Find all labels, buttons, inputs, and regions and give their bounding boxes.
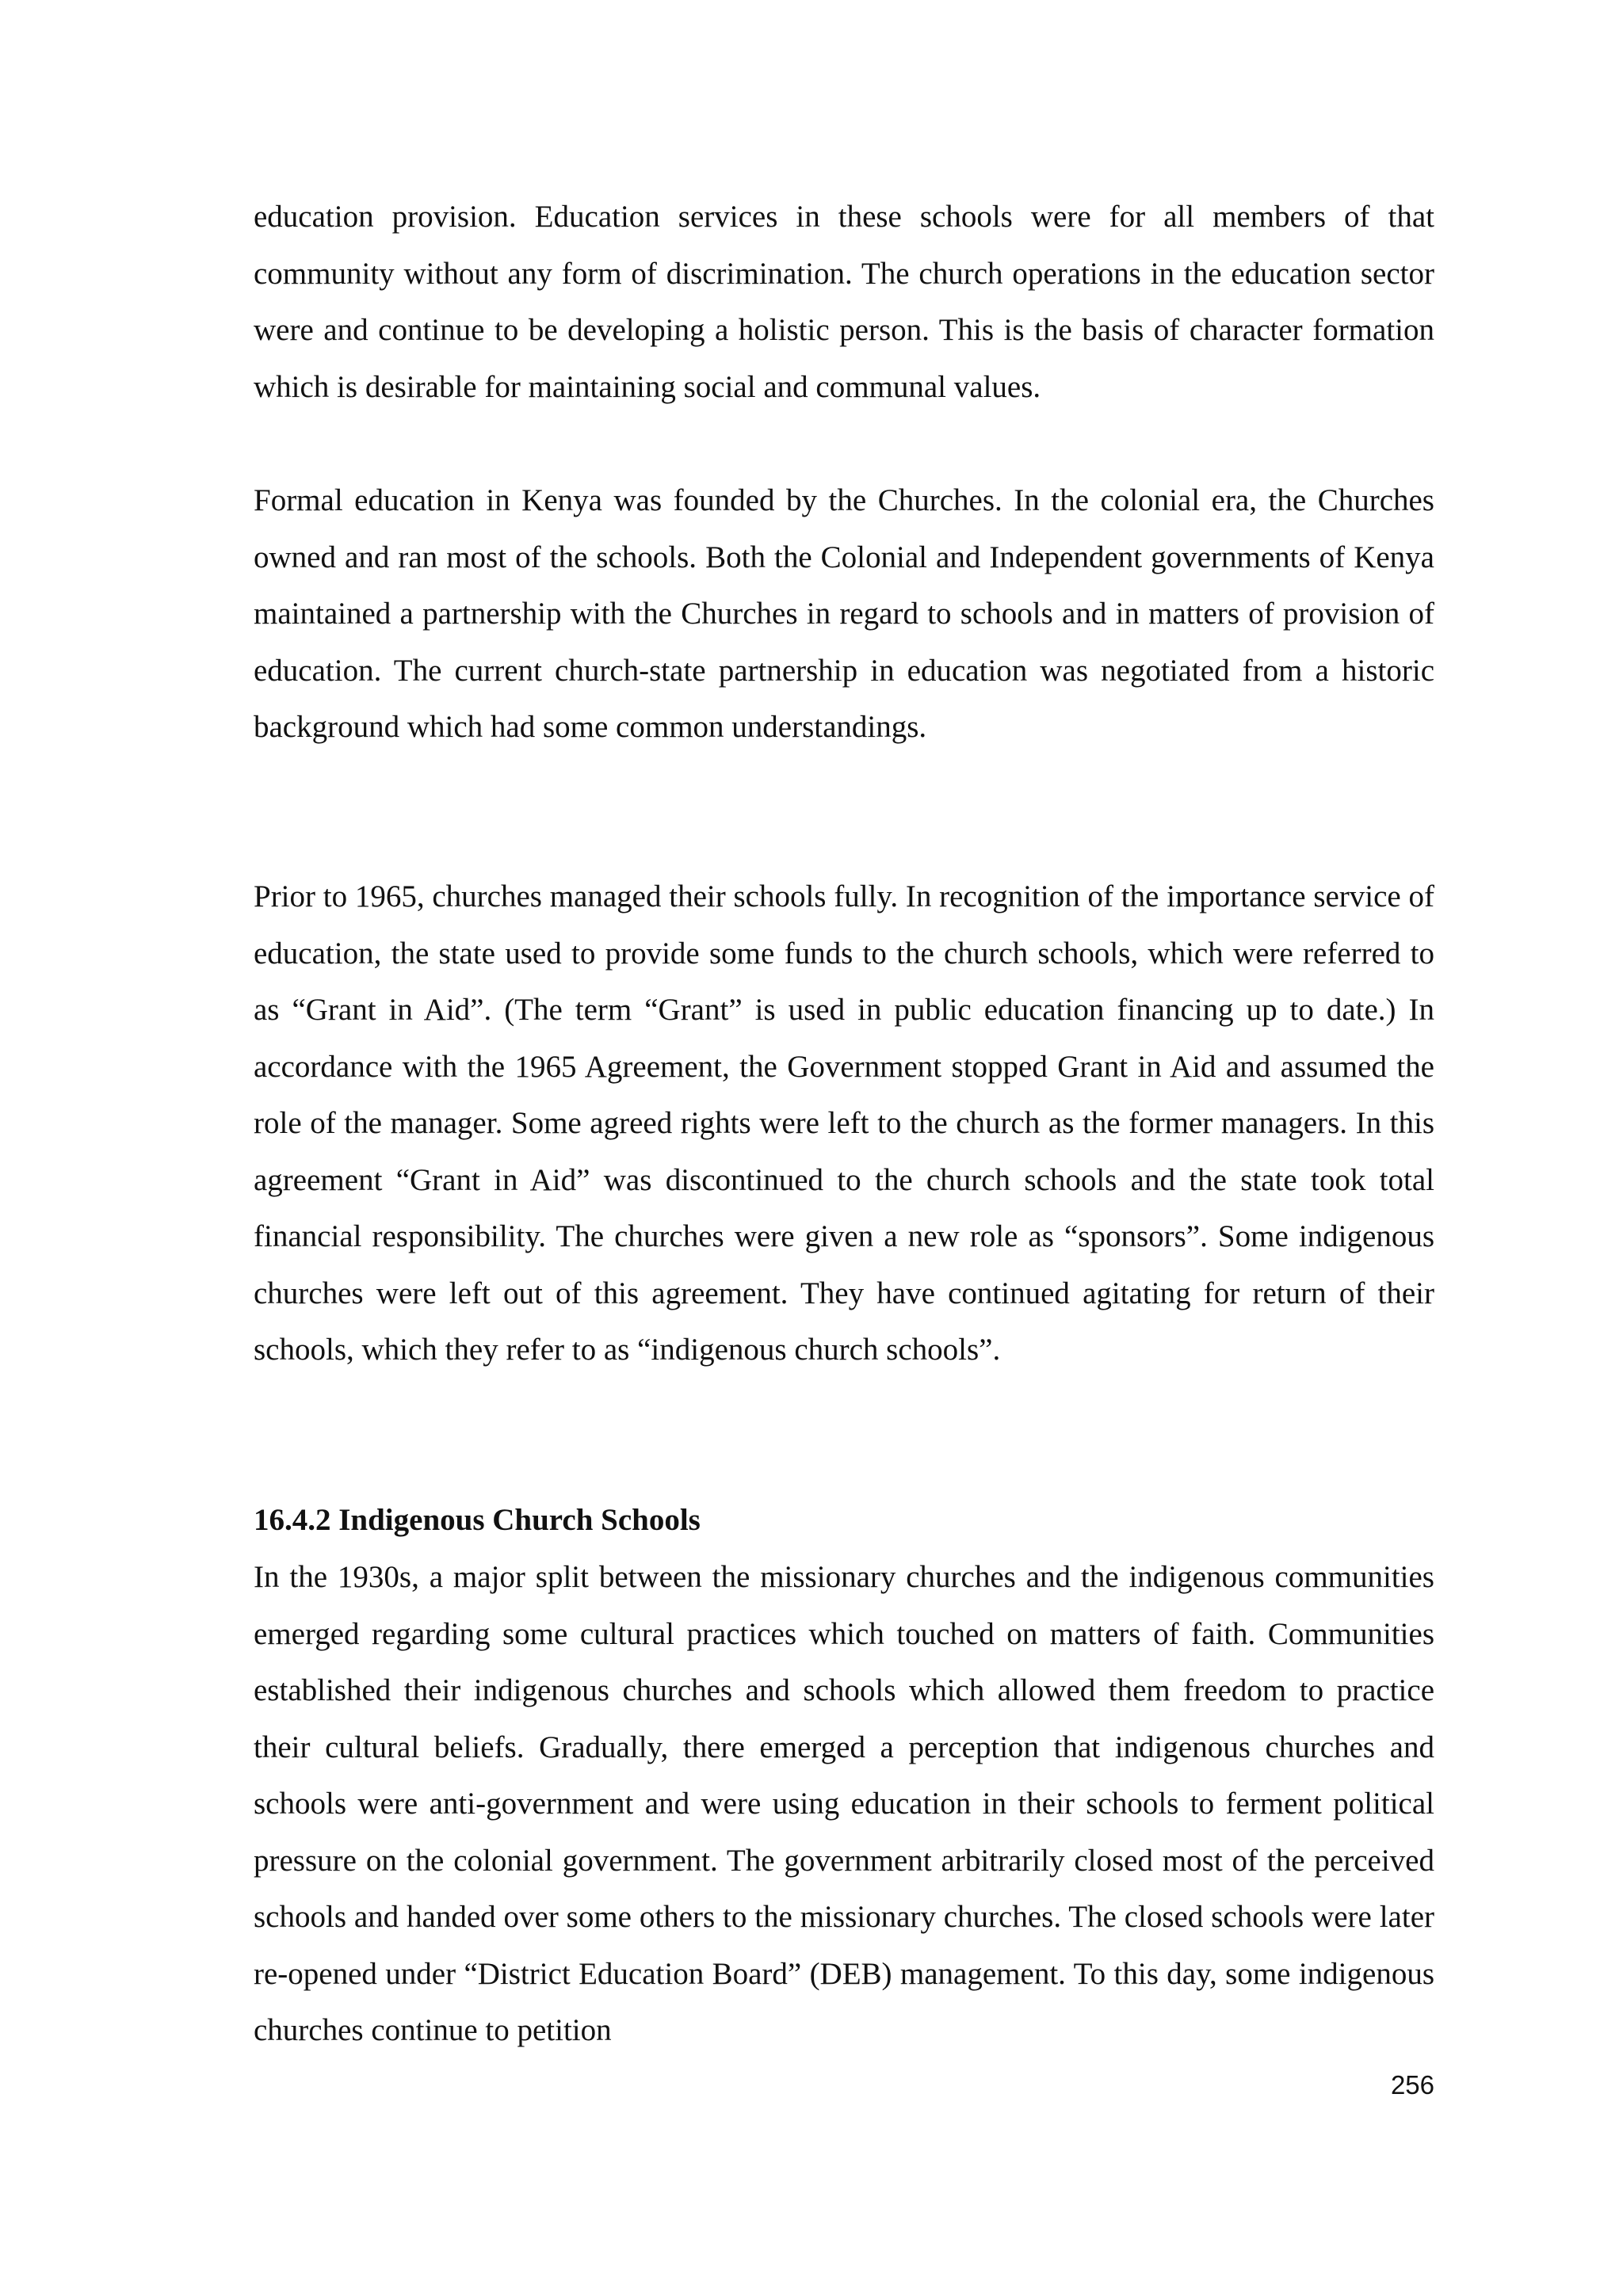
- section-heading: 16.4.2 Indigenous Church Schools: [254, 1503, 701, 1537]
- paragraph-church-education-provision: education provision. Education services in these schools were for all members of that community without any form of discrimination. The church operations in the education sector were and continue to be developing a holistic person. This is the basis of character formation which is desirable for maintaining social and communal values.: [254, 200, 1434, 404]
- page-number: 256: [1390, 2070, 1434, 2100]
- paragraph-formal-education-kenya: Formal education in Kenya was founded by the Churches. In the colonial era, the Churches owned and ran most of the schools. Both the Colonial and Independent governments of Kenya maintained a partnership with the Churches in regard to schools and in matters of provision of education. The current church-state partnership in education was negotiated from a historic background which had some common understandings.: [254, 483, 1434, 744]
- paragraph-1965-agreement: Prior to 1965, churches managed their schools fully. In recognition of the importance service of education, the state used to provide some funds to the church schools, which were referred to as “Grant in Aid”. (The term “Grant” is used in public education financing up to date.) In accordance with the 1965 Agreement, the Government stopped Grant in Aid and assumed the role of the manager. Some agreed rights were left to the church as the former managers. In this agreement “Grant in Aid” was discontinued to the church schools and the state took total financial responsibility. The churches were given a new role as “sponsors”. Some indigenous churches were left out of this agreement. They have continued agitating for return of their schools, which they refer to as “indigenous church schools”.: [254, 879, 1434, 1367]
- paragraph-indigenous-church-schools: In the 1930s, a major split between the missionary churches and the indigenous communities emerged regarding some cultural practices which touched on matters of faith. Communities established their indigenous churches and schools which allowed them freedom to practice their cultural beliefs. Gradually, there emerged a perception that indigenous churches and schools were anti-government and were using education in their schools to ferment political pressure on the colonial government. The government arbitrarily closed most of the perceived schools and handed over some others to the missionary churches. The closed schools were later re-opened under “District Education Board” (DEB) management. To this day, some indigenous churches continue to petition: [254, 1560, 1434, 2047]
